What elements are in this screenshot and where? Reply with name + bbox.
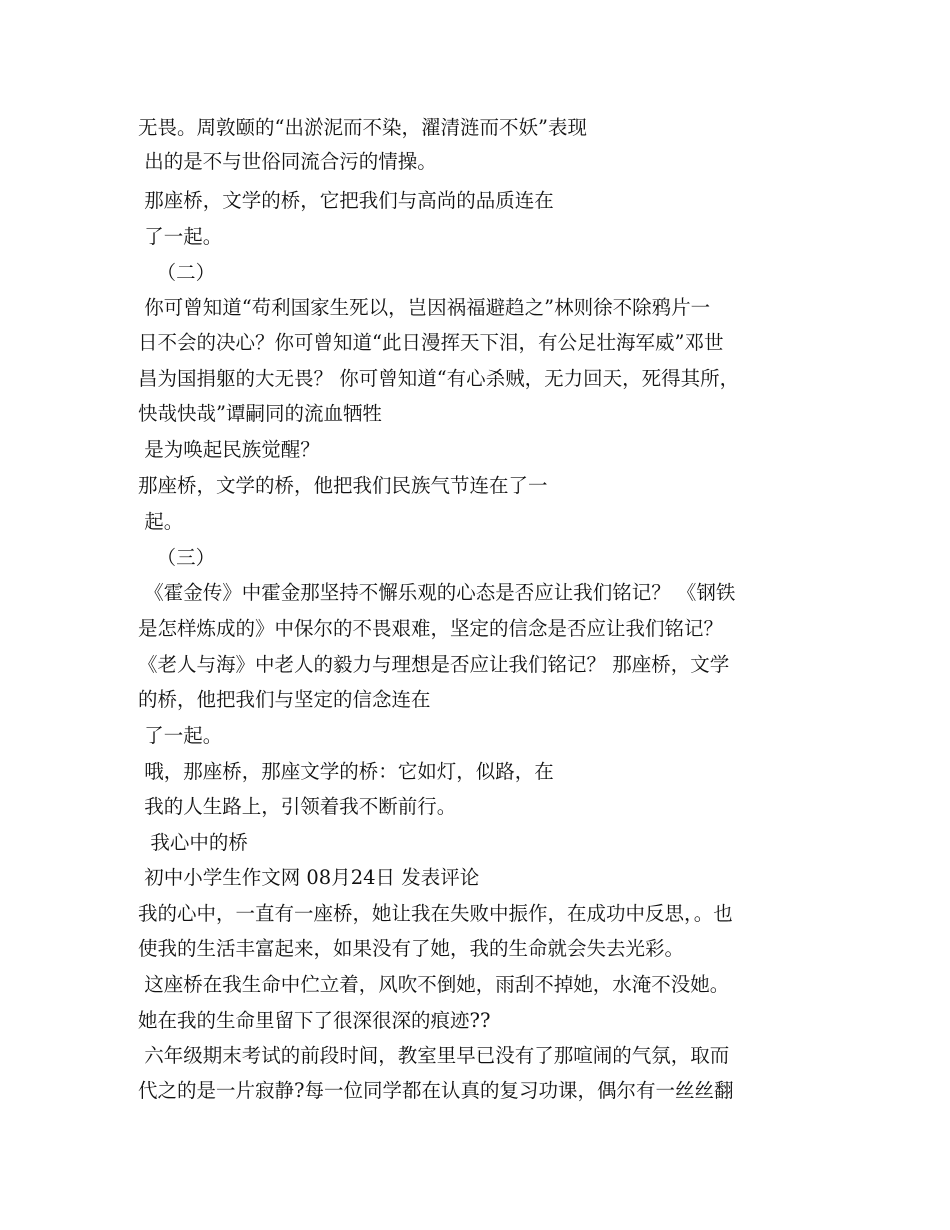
text-line: 起。 <box>138 510 184 533</box>
text-line: 出的是不与世俗同流合污的情操。 <box>138 150 437 173</box>
article-title: 我心中的桥 <box>138 831 248 854</box>
text-line: 这座桥在我生命中伫立着，风吹不倒她，雨刮不掉她，水淹不没她。 <box>138 973 730 996</box>
text-line: 了一起。 <box>138 225 223 248</box>
text-line: 《老人与海》中老人的毅力与理想是否应让我们铭记？ 那座桥，文学 <box>138 653 730 676</box>
text-line: 那座桥，文学的桥，它把我们与高尚的品质连在 <box>138 189 554 212</box>
text-line: 日不会的决心？你可曾知道“此日漫挥天下泪，有公足壮海军威”邓世 <box>138 331 724 354</box>
text-line: 是怎样炼成的》中保尔的不畏艰难，坚定的信念是否应让我们铭记？ <box>138 617 724 640</box>
text-line: 昌为国捐躯的大无畏？ 你可曾知道“有心杀贼，无力回天，死得其所， <box>138 367 740 390</box>
text-line: 了一起。 <box>138 724 223 747</box>
text-line: 我的心中，一直有一座桥，她让我在失败中振作，在成功中反思，。也 <box>138 902 733 925</box>
text-line: 《霍金传》中霍金那坚持不懈乐观的心态是否应让我们铭记？ 《钢铁 <box>138 581 736 604</box>
text-line: 哦，那座桥，那座文学的桥：它如灯，似路，在 <box>138 760 554 783</box>
text-line: 代之的是一片寂静?每一位同学都在认真的复习功课，偶尔有一丝丝翻 <box>138 1079 734 1102</box>
section-heading: （三） <box>138 546 216 569</box>
article-byline: 初中小学生作文网 08月24日 发表评论 <box>138 866 480 889</box>
text-line: 你可曾知道“苟利国家生死以，岂因祸福避趋之”林则徐不除鸦片一 <box>138 296 711 319</box>
text-line: 六年级期末考试的前段时间，教室里早已没有了那喧闹的气氛，取而 <box>138 1044 730 1067</box>
section-heading: （二） <box>138 261 216 284</box>
text-line: 快哉快哉”谭嗣同的流血牺牲 <box>138 402 382 425</box>
text-line: 是为唤起民族觉醒？ <box>138 438 320 461</box>
text-line: 她在我的生命里留下了很深很深的痕迹?? <box>138 1009 491 1032</box>
text-line: 无畏。周敦颐的“出淤泥而不染，濯清涟而不妖”表现 <box>138 116 587 139</box>
text-line: 使我的生活丰富起来，如果没有了她，我的生命就会失去光彩。 <box>138 937 685 960</box>
text-line: 那座桥，文学的桥，他把我们民族气节连在了一 <box>138 474 548 497</box>
text-line: 的桥，他把我们与坚定的信念连在 <box>138 688 431 711</box>
text-line: 我的人生路上，引领着我不断前行。 <box>138 795 457 818</box>
